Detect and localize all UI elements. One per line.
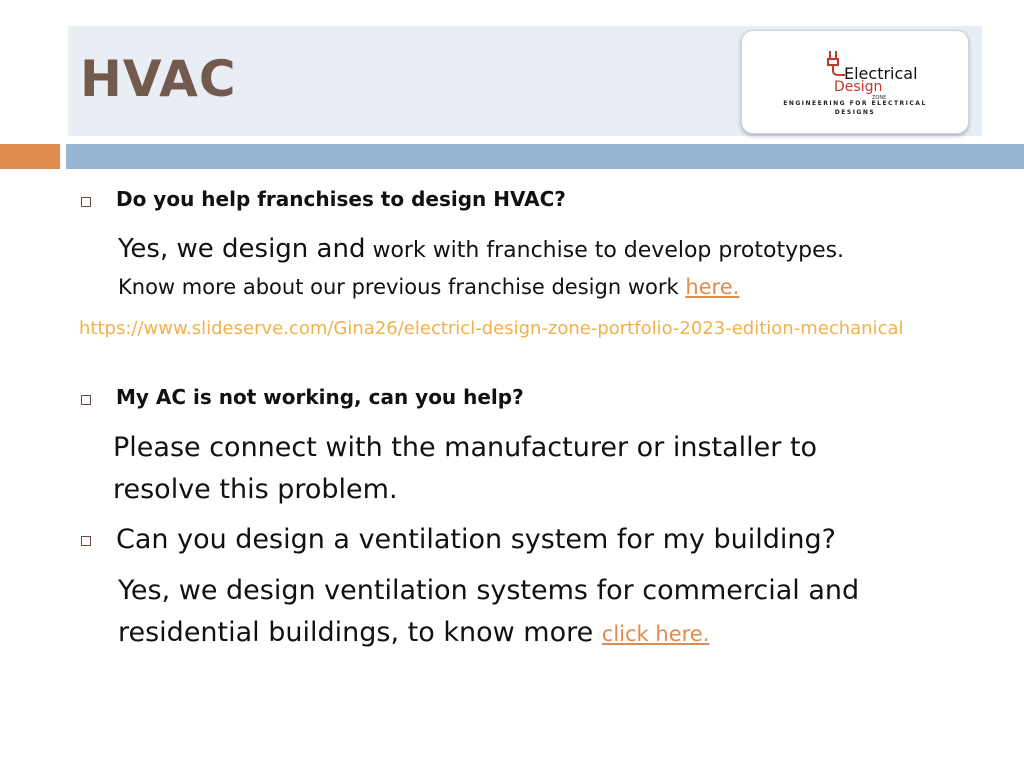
question-3: Can you design a ventilation system for my building? <box>116 524 836 555</box>
logo-tagline-line2: DESIGNS <box>834 109 876 116</box>
company-logo <box>741 30 969 134</box>
ventilation-link[interactable]: click here. <box>601 622 710 646</box>
accent-bar-orange <box>0 144 60 169</box>
answer-3-line2 <box>118 613 709 654</box>
bullet-square-icon <box>81 197 91 207</box>
logo-tagline-line1: ENGINEERING FOR ELECTRICAL <box>783 100 927 107</box>
answer-2-line2: resolve this problem. <box>113 474 398 505</box>
bullet-square-icon <box>81 536 91 546</box>
answer-1-line2-text: Know more about our previous franchise design work <box>118 275 686 299</box>
answer-1-rest: work with franchise to develop prototypes. <box>365 238 845 263</box>
question-2: My AC is not working, can you help? <box>116 385 524 409</box>
answer-1-line2 <box>118 269 739 305</box>
slide-title: HVAC <box>80 50 237 108</box>
answer-3-line2-text: residential buildings, to know more <box>118 617 602 648</box>
plug-logo-icon <box>820 45 918 105</box>
question-1: Do you help franchises to design HVAC? <box>116 187 566 211</box>
answer-2-line1: Please connect with the manufacturer or installer to <box>113 432 818 463</box>
answer-3-line1: Yes, we design ventilation systems for commercial and <box>118 575 860 606</box>
logo-tagline <box>752 99 958 117</box>
answer-1-lead: Yes, we design and <box>118 234 366 264</box>
portfolio-url[interactable]: https://www.slideserve.com/Gina26/electricl-design-zone-portfolio-2023-edition-mechanical <box>79 318 904 339</box>
logo-brand-line1: Electrical <box>844 64 918 83</box>
answer-1-line1 <box>118 231 844 269</box>
logo-brand-line3: ZONE <box>872 95 887 101</box>
logo-brand-line2: Design <box>834 79 883 95</box>
portfolio-link[interactable]: here. <box>685 275 740 299</box>
accent-bar-blue <box>66 144 1024 169</box>
bullet-square-icon <box>81 395 91 405</box>
